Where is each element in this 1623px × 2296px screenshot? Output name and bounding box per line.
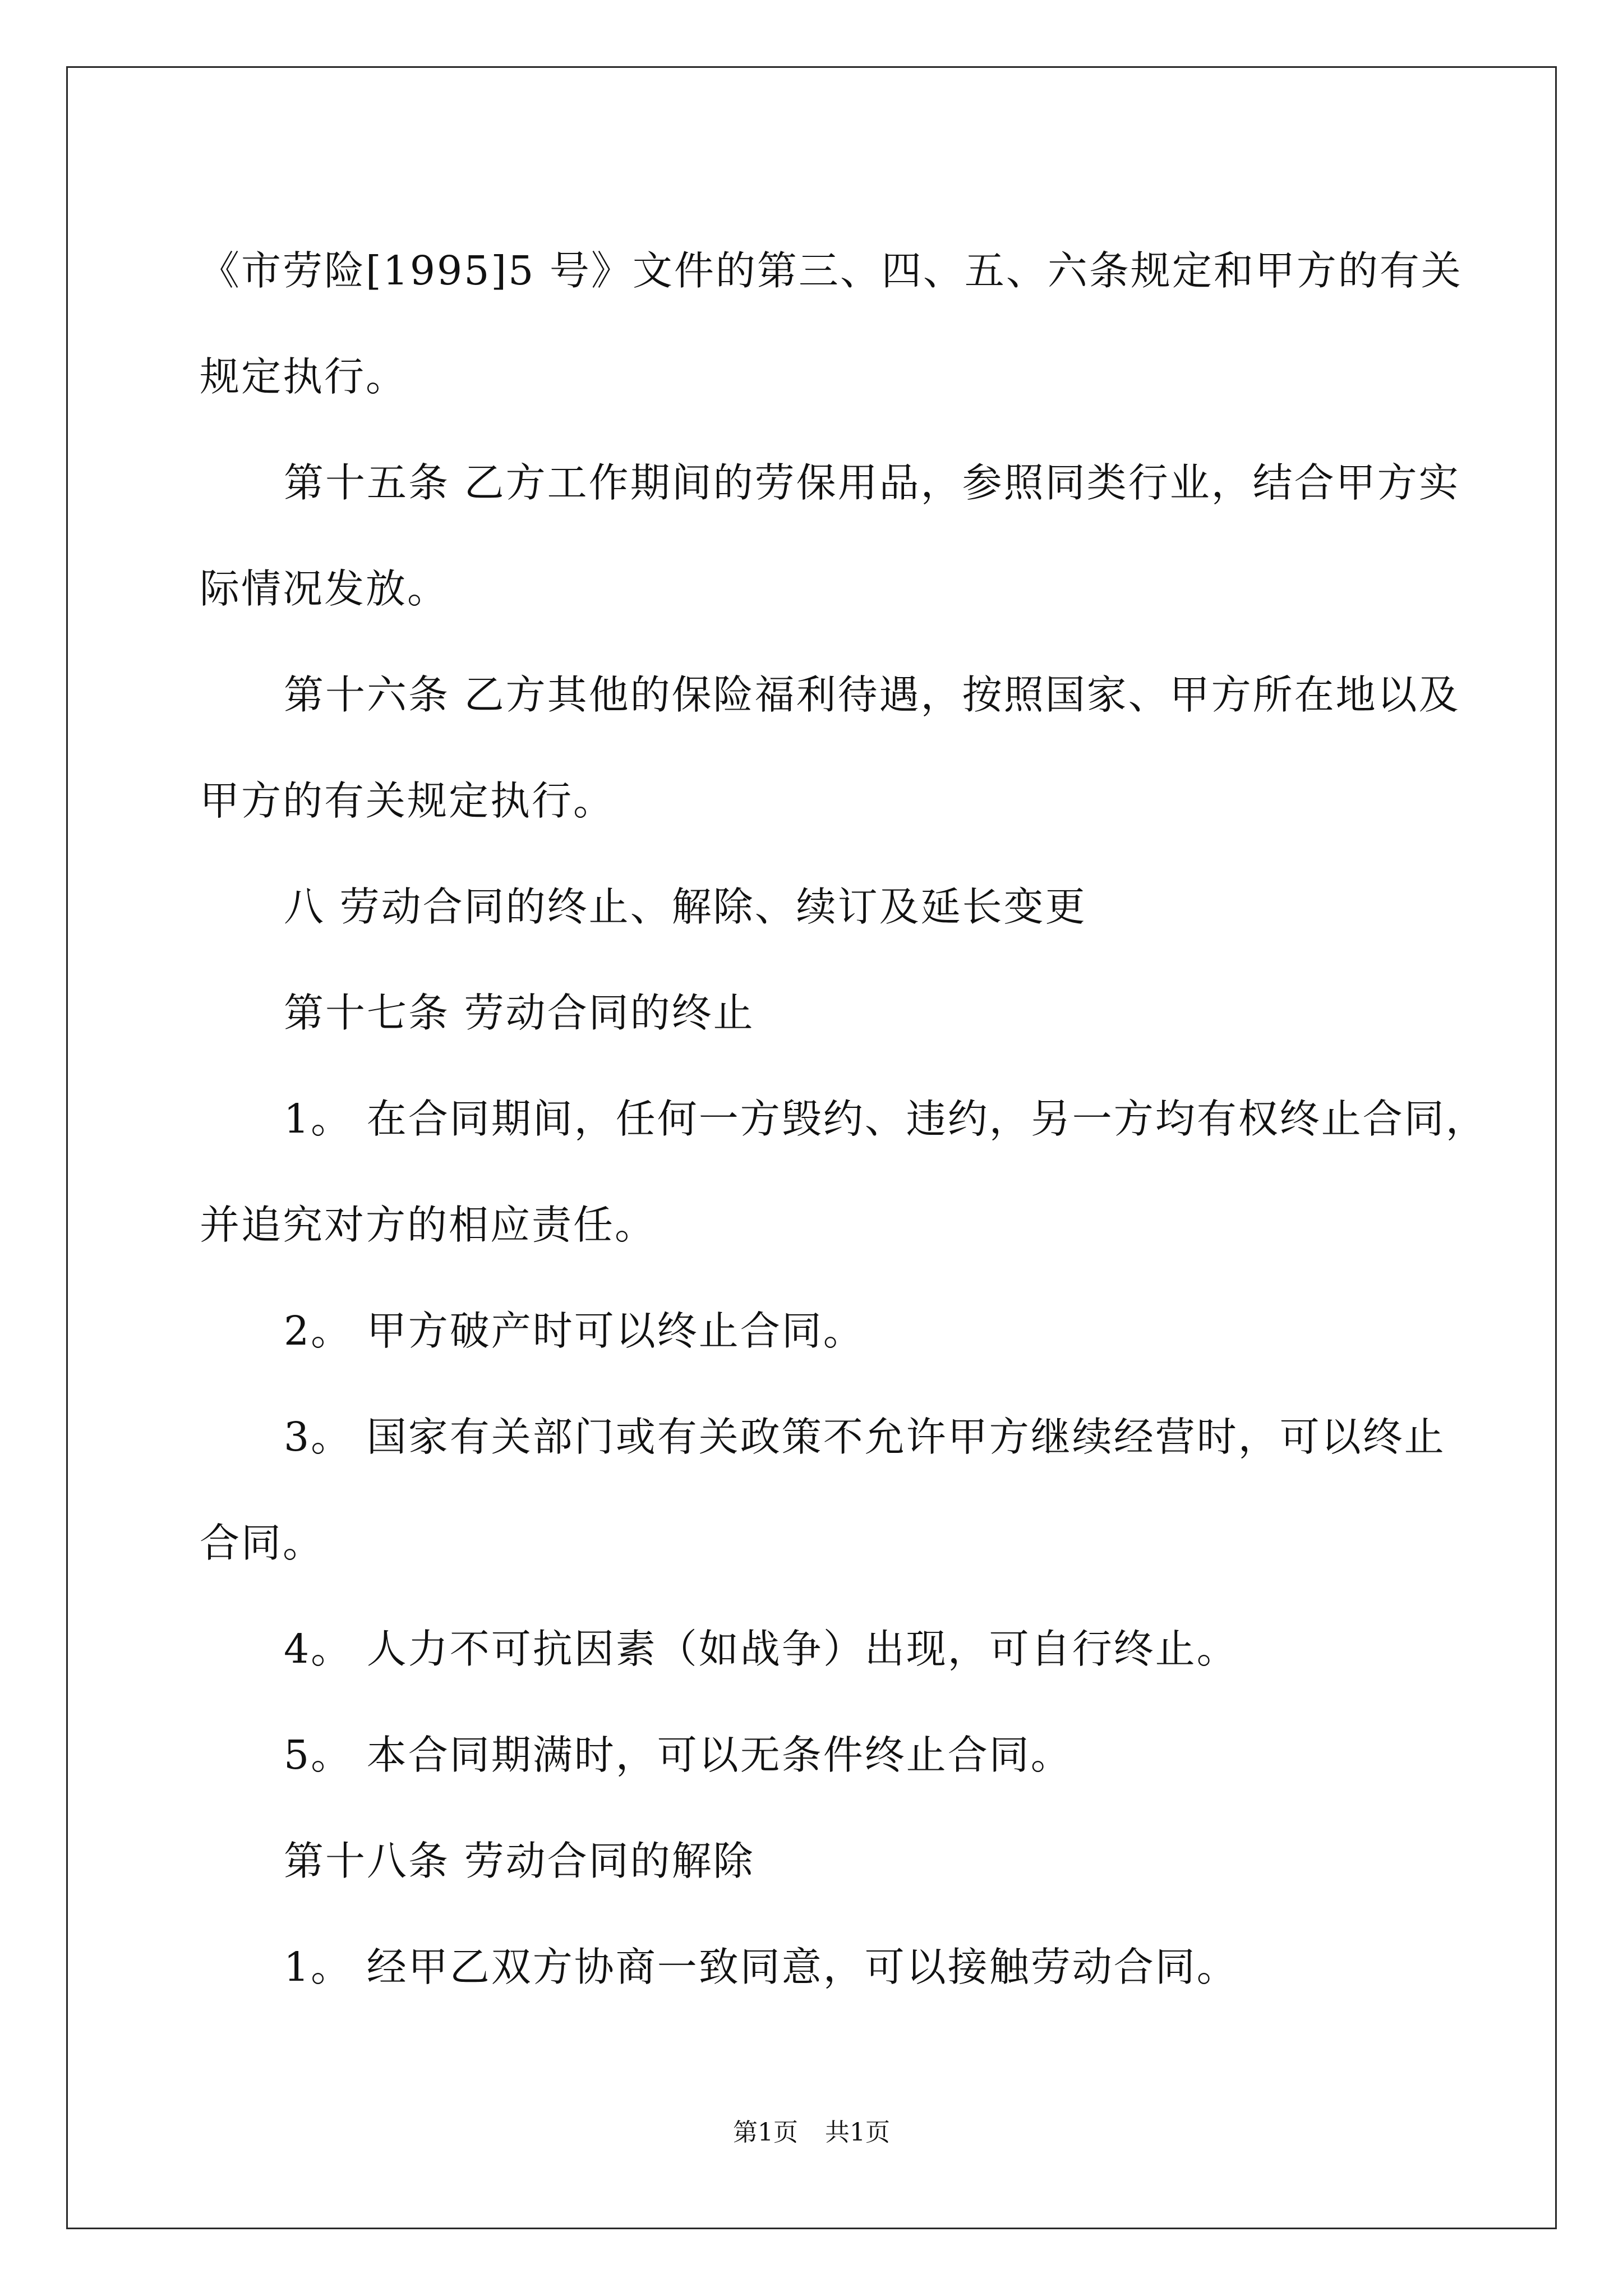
page-number: 第1页: [733, 2118, 798, 2147]
body-line: 规定执行。: [200, 353, 408, 400]
list-item: 1。 经甲乙双方协商一致同意，可以接触劳动合同。: [284, 1944, 1238, 1990]
list-item: 4。 人力不可抗因素（如战争）出现，可自行终止。: [284, 1626, 1238, 1672]
page-footer: [0, 2112, 1623, 2148]
body-line: 甲方的有关规定执行。: [200, 777, 615, 824]
body-line: 并追究对方的相应责任。: [200, 1202, 657, 1248]
body-line: 《市劳险[1995]5 号》文件的第三、四、五、六条规定和甲方的有关: [200, 247, 1463, 294]
article-16: 第十六条 乙方其他的保险福利待遇，按照国家、甲方所在地以及: [284, 671, 1460, 718]
body-line: 合同。: [200, 1520, 325, 1566]
section-heading: 八 劳动合同的终止、解除、续订及延长变更: [284, 884, 1087, 930]
list-item: 2。 甲方破产时可以终止合同。: [284, 1308, 865, 1354]
article-17-heading: 第十七条 劳动合同的终止: [284, 990, 755, 1036]
article-18-heading: 第十八条 劳动合同的解除: [284, 1838, 755, 1884]
list-item: 5。 本合同期满时，可以无条件终止合同。: [284, 1732, 1072, 1778]
document-body: [200, 218, 1487, 2020]
page-total: 共1页: [825, 2118, 890, 2147]
article-15: 第十五条 乙方工作期间的劳保用品，参照同类行业，结合甲方实: [284, 459, 1460, 506]
list-item: 1。 在合同期间，任何一方毁约、违约，另一方均有权终止合同，: [284, 1096, 1487, 1142]
body-line: 际情况发放。: [200, 565, 449, 612]
list-item: 3。 国家有关部门或有关政策不允许甲方继续经营时，可以终止: [284, 1414, 1446, 1460]
